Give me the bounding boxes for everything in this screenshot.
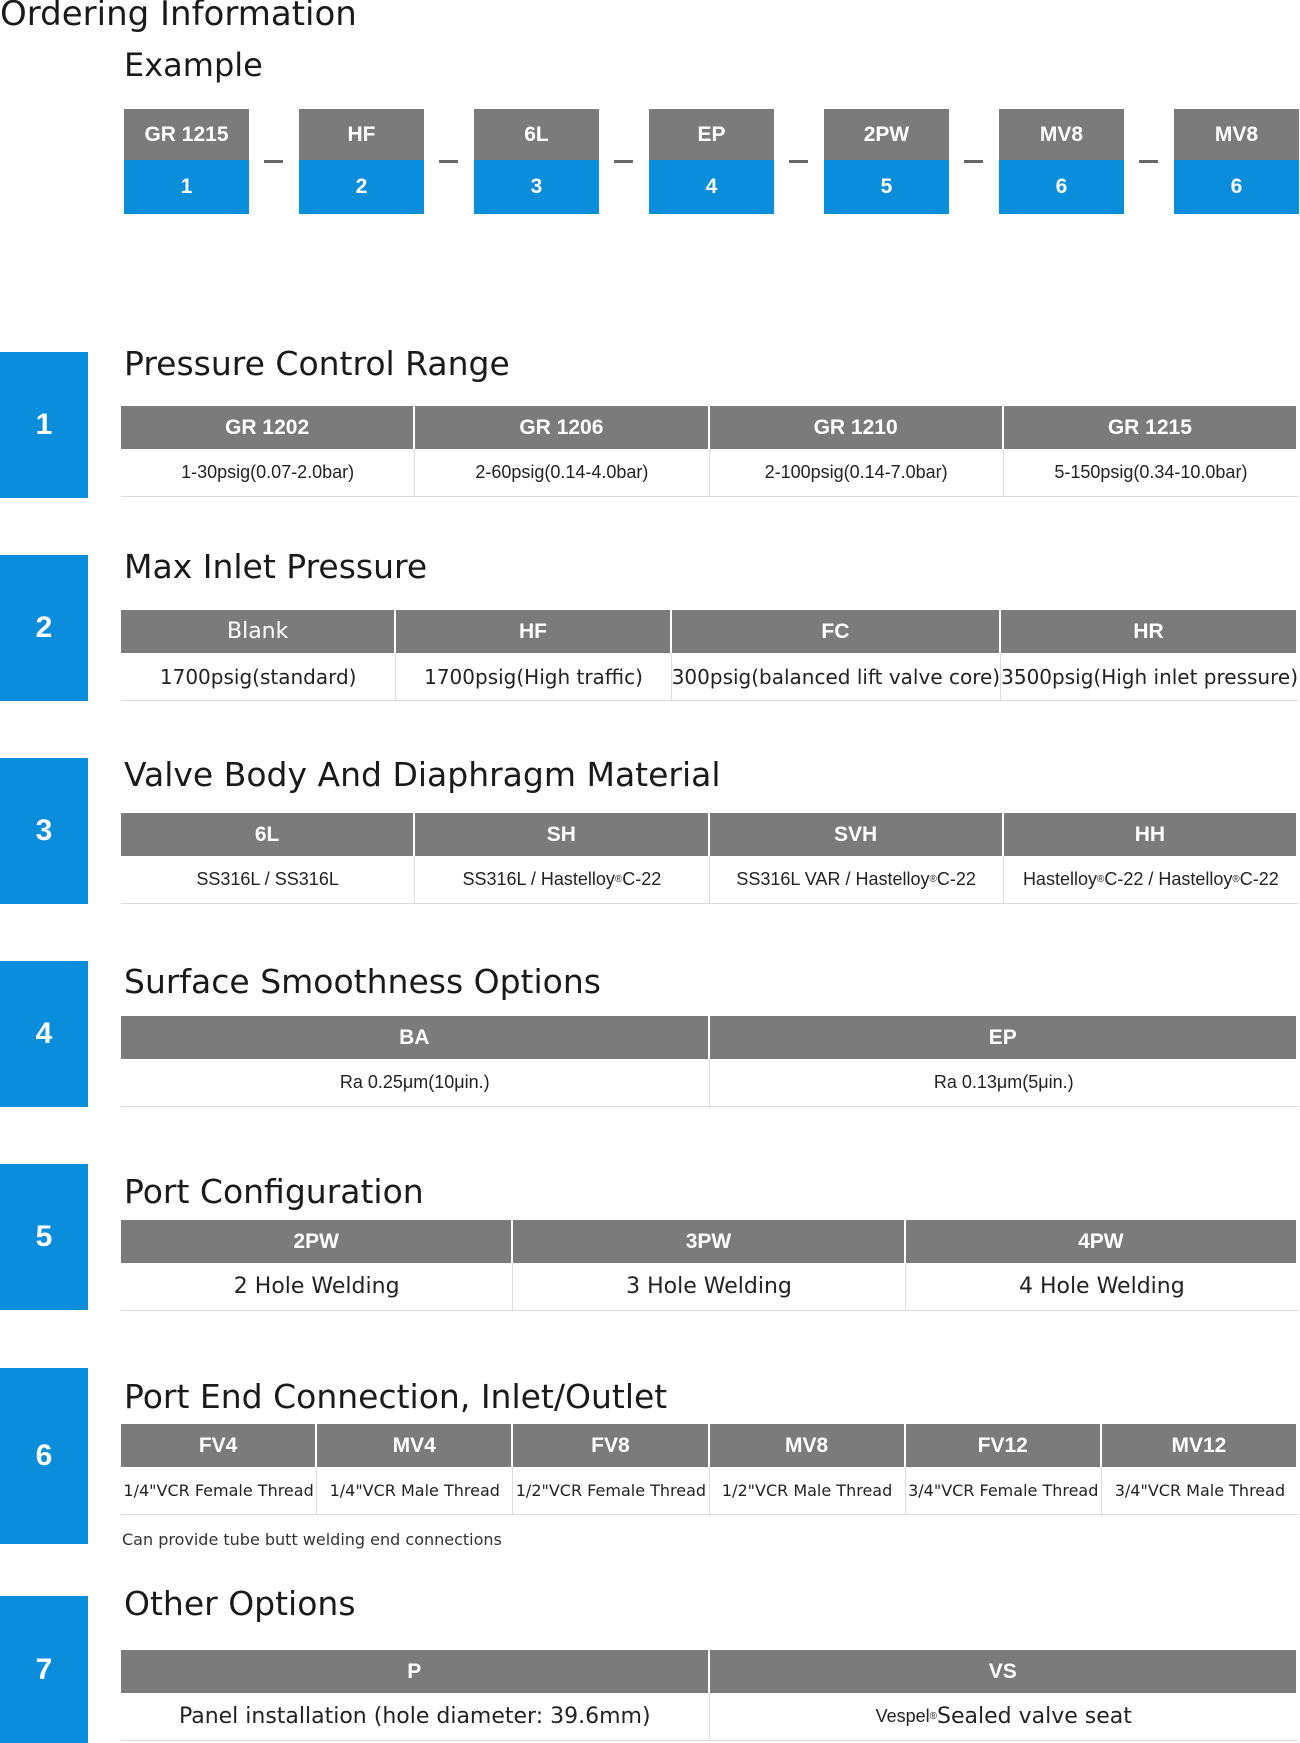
table-cell: 1-30psig(0.07-2.0bar)	[121, 449, 415, 497]
table-header: BA	[121, 1016, 710, 1059]
section-title: Port End Connection, Inlet/Outlet	[124, 1377, 668, 1416]
table-header: HR	[1001, 610, 1298, 653]
section-number: 5	[0, 1164, 88, 1310]
example-code: MV8	[1174, 109, 1299, 160]
section-title: Valve Body And Diaphragm Material	[124, 755, 721, 794]
table-header: P	[121, 1650, 710, 1693]
table-header: 6L	[121, 813, 415, 856]
section-number: 6	[0, 1368, 88, 1544]
table-header: VS	[710, 1650, 1299, 1693]
table-cell: 3/4"VCR Male Thread	[1102, 1467, 1298, 1515]
pressure-range-table	[121, 406, 1298, 497]
example-code-box	[824, 109, 949, 214]
port-config-table	[121, 1220, 1298, 1311]
port-end-table	[121, 1424, 1298, 1515]
dash-separator	[439, 160, 458, 163]
example-index: 4	[649, 160, 774, 214]
example-index: 6	[1174, 160, 1299, 214]
table-cell: 2 Hole Welding	[121, 1263, 513, 1311]
table-header: FV8	[513, 1424, 709, 1467]
example-code: HF	[299, 109, 424, 160]
section-title: Port Configuration	[124, 1172, 424, 1211]
section-title: Surface Smoothness Options	[124, 962, 601, 1001]
example-code-box	[299, 109, 424, 214]
section-number: 2	[0, 555, 88, 701]
table-header: GR 1215	[1004, 406, 1298, 449]
page-title: Ordering Information	[0, 0, 357, 34]
table-cell: 3 Hole Welding	[513, 1263, 905, 1311]
example-code-box	[124, 109, 249, 214]
table-header: FC	[672, 610, 1001, 653]
table-header: 2PW	[121, 1220, 513, 1263]
table-header: 3PW	[513, 1220, 905, 1263]
example-code: GR 1215	[124, 109, 249, 160]
table-cell: SS316L / Hastelloy ® C-22	[415, 856, 709, 904]
table-header: SVH	[710, 813, 1004, 856]
table-header: GR 1210	[710, 406, 1004, 449]
dash-separator	[789, 160, 808, 163]
example-title: Example	[124, 46, 263, 84]
section-number: 4	[0, 961, 88, 1107]
table-cell: 1/2"VCR Male Thread	[710, 1467, 906, 1515]
table-cell: SS316L VAR / Hastelloy ® C-22	[710, 856, 1004, 904]
example-code: MV8	[999, 109, 1124, 160]
example-code: 2PW	[824, 109, 949, 160]
table-header: MV8	[710, 1424, 906, 1467]
table-header: MV4	[317, 1424, 513, 1467]
example-index: 1	[124, 160, 249, 214]
table-cell: 4 Hole Welding	[906, 1263, 1298, 1311]
table-header: GR 1206	[415, 406, 709, 449]
table-header: SH	[415, 813, 709, 856]
table-header: EP	[710, 1016, 1299, 1059]
table-cell: 300psig(balanced lift valve core)	[672, 653, 1001, 701]
example-index: 2	[299, 160, 424, 214]
example-code-box	[1174, 109, 1299, 214]
table-cell: 3500psig(High inlet pressure)	[1001, 653, 1298, 701]
example-code: EP	[649, 109, 774, 160]
table-cell: 2-60psig(0.14-4.0bar)	[415, 449, 709, 497]
table-header: Blank	[121, 610, 396, 653]
example-code-box	[999, 109, 1124, 214]
material-table	[121, 813, 1298, 904]
table-header: HH	[1004, 813, 1298, 856]
table-cell: Ra 0.25μm(10μin.)	[121, 1059, 710, 1107]
section-number: 1	[0, 352, 88, 498]
surface-table	[121, 1016, 1298, 1107]
table-cell: 3/4"VCR Female Thread	[906, 1467, 1102, 1515]
table-cell: SS316L / SS316L	[121, 856, 415, 904]
section-title: Other Options	[124, 1584, 356, 1623]
table-header: HF	[396, 610, 671, 653]
example-code-box	[474, 109, 599, 214]
example-index: 3	[474, 160, 599, 214]
section-number: 3	[0, 758, 88, 904]
table-cell: Hastelloy ® C-22 / Hastelloy ® C-22	[1004, 856, 1298, 904]
table-cell: 1/2"VCR Female Thread	[513, 1467, 709, 1515]
table-cell: Vespel ® Sealed valve seat	[710, 1693, 1299, 1741]
footnote: Can provide tube butt welding end connections	[122, 1530, 502, 1549]
table-cell: 1700psig(High traffic)	[396, 653, 671, 701]
example-code-box	[649, 109, 774, 214]
table-header: FV12	[906, 1424, 1102, 1467]
table-header: 4PW	[906, 1220, 1298, 1263]
section-title: Max Inlet Pressure	[124, 547, 428, 586]
example-code: 6L	[474, 109, 599, 160]
table-header: GR 1202	[121, 406, 415, 449]
table-cell: 1700psig(standard)	[121, 653, 396, 701]
dash-separator	[614, 160, 633, 163]
example-index: 5	[824, 160, 949, 214]
table-cell: 1/4"VCR Male Thread	[317, 1467, 513, 1515]
section-title: Pressure Control Range	[124, 344, 510, 383]
table-header: MV12	[1102, 1424, 1298, 1467]
table-cell: 2-100psig(0.14-7.0bar)	[710, 449, 1004, 497]
table-cell: Panel installation (hole diameter: 39.6mm)	[121, 1693, 710, 1741]
dash-separator	[264, 160, 283, 163]
example-index: 6	[999, 160, 1124, 214]
table-cell: 1/4"VCR Female Thread	[121, 1467, 317, 1515]
section-number: 7	[0, 1596, 88, 1743]
dash-separator	[964, 160, 983, 163]
table-cell: 5-150psig(0.34-10.0bar)	[1004, 449, 1298, 497]
other-options-table	[121, 1650, 1298, 1741]
table-header: FV4	[121, 1424, 317, 1467]
table-cell: Ra 0.13μm(5μin.)	[710, 1059, 1299, 1107]
inlet-pressure-table	[121, 610, 1298, 701]
dash-separator	[1139, 160, 1158, 163]
